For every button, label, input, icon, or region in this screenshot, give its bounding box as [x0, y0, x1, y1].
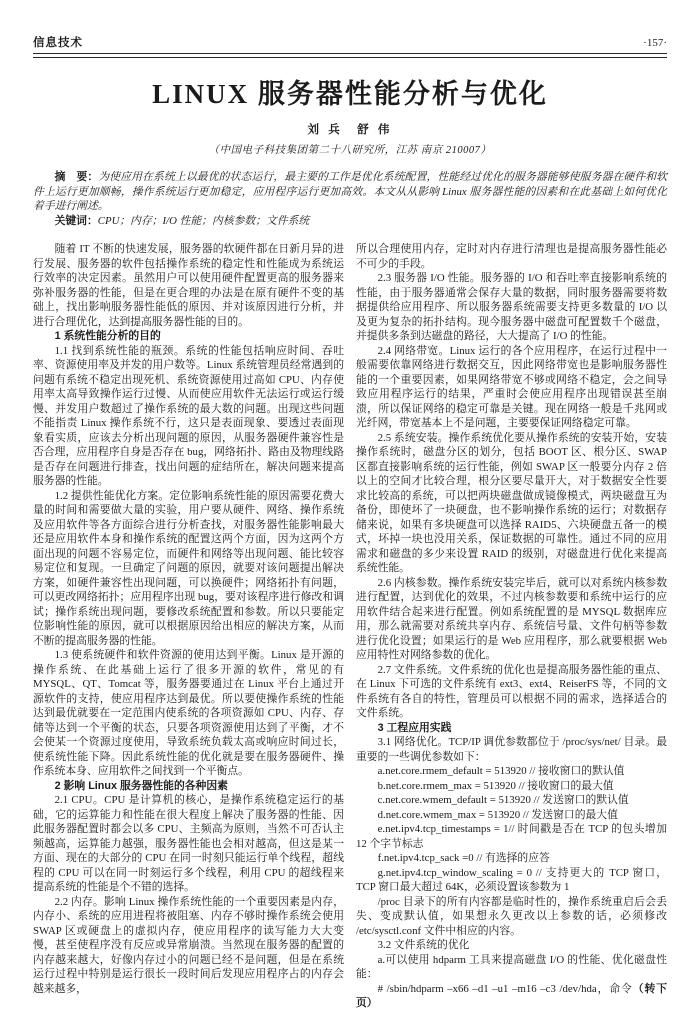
keywords-label: 关键词： — [54, 214, 98, 227]
abstract-paragraph — [33, 170, 667, 214]
body-paragraph: f.net.ipv4.tcp_sack =0 // 有选择的应答 — [377, 852, 550, 865]
body-paragraph: 2.3 服务器 I/O 性能。服务器的 I/O 和吞吐率直接影响系统的性能，由于服务器通常会保存大量的数据，同时服务器需要将数据提供给应用程序、所以服务器系统需要支持更多数量的 I/O 以及更为复杂的拓扑结构。现今服务器中磁盘可配置数千个磁盘，并提供多条到达磁盘的路径，大大提高了 I/O 的性能。 — [356, 272, 667, 343]
column-right — [356, 242, 667, 1011]
body-paragraph: /proc 目录下的所有内容都是临时性的，操作系统重启后会丢失、变成默认值，如果想永久更改以上参数的话，必须修改 /etc/sysctl.conf 文件中相应的内容。 — [356, 895, 667, 937]
running-head — [33, 36, 667, 50]
body-paragraph: # /sbin/hdparm –x66 –d1 –u1 –m16 –c3 /dev/hda，命令（转下页） — [356, 982, 668, 1010]
body-paragraph: 3.2 文件系统的优化 — [377, 939, 470, 952]
abstract-text: 为使应用在系统上以最优的状态运行，最主要的工作是优化系统配置，性能经过优化的服务器能够使服务器在硬件和软件上运行更加顺畅，操作系统运行更加稳定，应用程序运行更加高效。本文从从影响 Linux 服务器性能的因素和在此基础上如何优化着手进行阐述。 — [33, 171, 668, 213]
section-heading: 1 系统性能分析的目的 — [54, 330, 161, 343]
body-paragraph: g.net.ipv4.tcp_window_scaling = 0 // 支持更大的 TCP 窗口，TCP 窗口最大超过 64K，必须设置该参数为 1 — [356, 866, 667, 894]
paper-title: LINUX 服务器性能分析与优化 — [152, 79, 548, 109]
continued-note: （转下页） — [356, 982, 668, 1010]
body-paragraph: d.net.core.wmem_max = 513920 // 发送窗口的最大值 — [377, 808, 618, 821]
body-paragraph: 所以合理使用内存，定时对内存进行清理也是提高服务器性能必不可少的手段。 — [356, 243, 667, 270]
body-paragraph: c.net.core.wmem_default = 513920 // 发送窗口的默认值 — [377, 794, 629, 807]
keywords-text: CPU；内存；I/O 性能；内核参数；文件系统 — [97, 214, 310, 227]
affiliation: （中国电子科技集团第二十八研究所，江苏 南京 210007） — [208, 145, 492, 156]
abstract-label: 摘 要： — [54, 171, 99, 183]
body-paragraph: 随着 IT 不断的快速发展，服务器的软硬件都在日新月异的进行发展、服务器的软件包括操作系统的稳定性和性能成为系统运行效率的决定因素。虽然用户可以使用硬件配置更高的服务器来弥补服务器的性能，但是在更合理的办法是在原有硬件不变的基础上，找出影响服务器性能低的原因、并对该原因进行分析，并进行合理优化，达到提高服务器性能的目的。 — [33, 243, 344, 328]
column-left — [33, 242, 344, 1011]
body-paragraph: 2.4 网络带宽。Linux 运行的各个应用程序，在运行过程中一般需要依靠网络进行数据交互，因此网络带宽也是影响服务器性能的一个重要因素，如果网络带宽不够或网络不稳定，会之间导致应用程序运行的结果，严重时会使应用程序出现错误甚至崩溃，所以保证网络的稳定可靠是关键。现在网络一般是千兆网或光纤网，带宽基本上不是问题，主要要保证网络稳定可靠。 — [356, 344, 667, 430]
body-paragraph: 2.5 系统安装。操作系统优化要从操作系统的安装开始，安装操作系统时，磁盘分区的划分，包括 BOOT 区、根分区、SWAP 区都直接影响系统的运行性能，例如 SWAP 区一般要分内存 2 倍以上的空间才比较合理，根分区要尽量开大，对于数据安全性要求比较高的系统，可以把两块磁盘做成镜像模式，两块磁盘互为备份，即使坏了一块硬盘，也不影响操作系统的运行；对数据存储来说，如果有多块硬盘可以选择 RAID5、六块硬盘五备一的模式，坏掉一块也没用关系，保证数据的可靠性。通过不同的应用需求和磁盘的多少来设置 RAID 的级别，对磁盘进行优化来提高系统性能。 — [356, 431, 667, 575]
section-heading: 3 工程应用实践 — [377, 721, 452, 734]
section-heading: 2 影响 Linux 服务器性能的各种因素 — [54, 779, 228, 792]
page-number: ·157· — [643, 37, 667, 49]
body-paragraph: 2.1 CPU。CPU 是计算机的核心，是操作系统稳定运行的基础，它的运算能力和性能在很大程度上解决了服务器的性能、因此服务器配置时都会以多 CPU、主频高为原则，当然不可否认主频越高，运算能力越强，服务器性能也会相对越高，但这是某一方面、现在的大部分的 CPU 在同一时刻只能运行单个线程，超线程的 CPU 可以在同一时刻运行多个线程，利用 CPU 的超线程来提高系统的性能是个不错的选择。 — [33, 794, 344, 894]
body-paragraph: 1.2 提供性能优化方案。定位影响系统性能的原因需要花费大量的时间和需要做大量的实验，用户要从硬件、网络、操作系统及应用软件等各方面综合进行分析查找，对服务器性能影响最大还是应用软件本身和操作系统的配置这两个方面，因为这两个方面出现的问题不容易定位，而硬件和网络等出现问题、能比较容易定位和复现。一旦确定了问题的原因，就要对该问题提出解决方案，如硬件兼容性出现问题，可以换硬件；网络拓扑有问题，可以更改网络拓扑；应用程序出现 bug，要对该程序进行修改和调试；操作系统出现问题，要修改系统配置和参数。所以只要能定位影响性能的原因，就可以根据原因给出相应的解决方案，从而不断的提高服务器的性能。 — [33, 489, 344, 647]
header-double-rule — [33, 53, 667, 58]
body-paragraph: 1.3 使系统硬件和软件资源的使用达到平衡。Linux 是开源的操作系统、在此基础上运行了很多开源的软件，常见的有 MYSQL、QT、Tomcat 等，服务器要通过在 Linux 平台上通过开源软件的支持，使应用程序达到最优。所以要使操作系统的性能达到最优就要在一定范围内使系统的各项资源如 CPU、内存、存储等达到一个平衡的状态，只要各项资源使用达到了平衡，才不会使某一个资源过度使用，导致系统负载太高或响应时间过长，使系统性能下降。因此系统性能的优化就是要在服务器硬件、操作系统本身、应用软件之间找到一个平衡点。 — [33, 649, 344, 778]
body-paragraph: 2.2 内存。影响 Linux 操作系统性能的一个重要因素是内存，内存小、系统的应用进程将被阻塞、内存不够时操作系统会使用 SWAP 区或硬盘上的虚拟内存，使应用程序的读写能力大大变慢，甚至使程序没有反应或异常崩溃。当然现在服务器的配置的内存越来越大，好像内存过小的问题已经不是问题，但是在系统运行过程中特别是运行很长一段时间后发现应用程序占的内存会越来越多， — [33, 895, 344, 995]
body-paragraph: a.net.core.rmem_default = 513920 // 接收窗口的默认值 — [377, 765, 625, 778]
body-columns — [33, 242, 667, 1011]
body-paragraph: a.可以使用 hdparm 工具来提高磁盘 I/O 的性能、优化磁盘性能： — [356, 953, 667, 981]
authors: 刘 兵 舒 伟 — [307, 124, 393, 136]
abstract-block — [33, 170, 667, 228]
body-paragraph: 2.7 文件系统。文件系统的优化也是提高服务器性能的重点、在 Linux 下可选的文件系统有 ext3、ext4、ReiserFS 等，不同的文件系统有各自的特性，管理员可以根据不同的需求，选择适合的文件系统。 — [356, 663, 667, 720]
body-paragraph: 2.6 内核参数。操作系统安装完毕后，就可以对系统内核参数进行配置，达到优化的效果，不过内核参数要和系统中运行的应用软件结合起来进行配置。例如系统配置的是 MYSQL 数据库应用，那么就需要对系统共享内存、系统信号量、文件句柄等参数进行优化设置；如果运行的是 Web 应用程序，那么就要根据 Web 应用特性对网络参数的优化。 — [356, 576, 667, 662]
body-paragraph: 1.1 找到系统性能的瓶颈。系统的性能包括响应时间、吞吐率、资源使用率及并发的用户数等。Linux 系统管理员经常遇到的问题有系统不稳定出现死机、系统资源使用过高如 CPU、内存使用率太高导致操作运行过慢、从而使应用软件无法运行或运行缓慢、并发用户数超过了操作系统的最大数的问题。出现这些问题不能指责 Linux 操作系统不行，这只是表面现象、要透过表面现象看实质，应该去分析出现问题的原因，从服务器硬件兼容性是否合理，应用程序自身是否存在 bug，网络拓扑、路由及物理线路是否存在问题进行排查，找出问题的症结所在，解决问题来提高服务器的性能。 — [33, 344, 344, 488]
keywords-paragraph — [33, 214, 667, 229]
journal-section-label: 信息技术 — [33, 37, 83, 49]
body-paragraph: b.net.core.rmem_max = 513920 // 接收窗口的最大值 — [377, 779, 614, 792]
body-paragraph: 3.1 网络优化。TCP/IP 调优参数都位于 /proc/sys/net/ 目录。最重要的一些调优参数如下： — [356, 736, 667, 763]
body-paragraph: e.net.ipv4.tcp_timestamps = 1// 时间戳是否在 TCP 的包头增加 12 个字节标志 — [356, 823, 667, 850]
